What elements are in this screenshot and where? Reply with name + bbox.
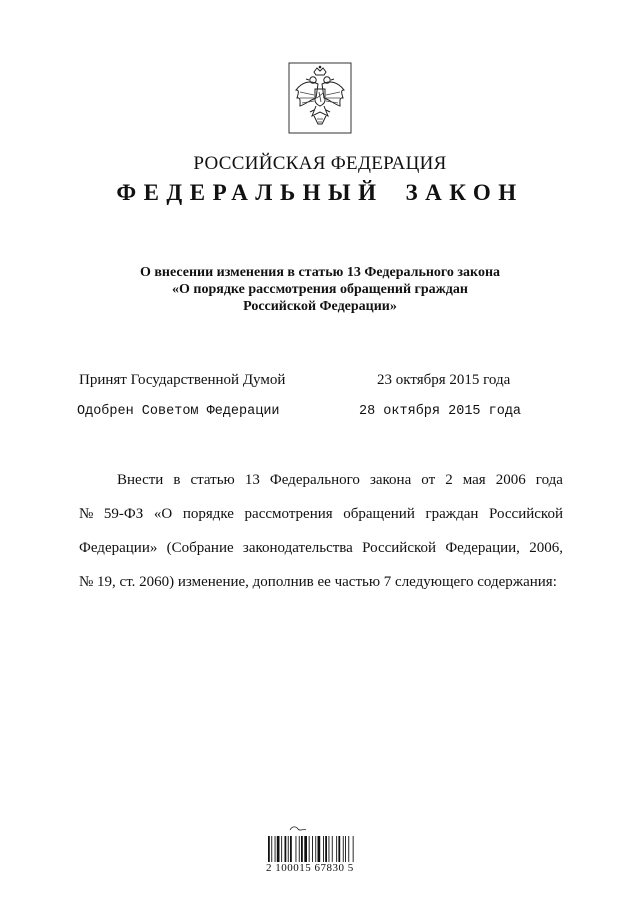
body-word: 2006, [529,540,563,556]
body-word: статью [190,472,235,488]
body-line-2 [79,497,563,531]
body-word: граждан [425,506,479,522]
barcode-bar [296,836,297,862]
body-word: «О [153,506,173,522]
barcode-bar [268,836,270,862]
body-word: от [421,472,436,488]
barcode-bar [271,836,272,862]
body-word: Федерации, [445,540,520,556]
body-line-4: № 19, ст. 2060) изменение, дополнив ее частью 7 следующего содержания: [79,574,557,590]
law-title-line-2: «О порядке рассмотрения обращений граждан [172,282,468,297]
barcode-bar [301,836,303,862]
barcode-bar [343,836,344,862]
document-type-word-1: ФЕДЕРАЛЬНЫЙ [116,180,384,205]
body-word: года [535,472,563,488]
barcode-bar [309,836,310,862]
council-approval-label: Одобрен Советом Федерации [77,404,280,419]
barcode-bar [285,836,287,862]
barcode-bar [348,836,349,862]
barcode-bar [304,836,307,862]
barcode-bar [329,836,330,862]
barcode-bar [315,836,316,862]
body-word: Федерального [269,472,360,488]
body-word: Федерации» [79,540,158,556]
barcode-bar [277,836,280,862]
body-word: в [173,472,181,488]
barcode-bar [345,836,346,862]
law-title-line-1: О внесении изменения в статью 13 Федерального закона [139,265,501,280]
body-word: 2006 [495,472,526,488]
body-word: порядке [182,506,234,522]
body-word: обращений [343,506,415,522]
law-title [0,264,640,315]
body-line-1 [79,463,563,497]
body-word: рассмотрения [244,506,333,522]
barcode-bar [318,836,321,862]
barcode-bar [288,836,289,862]
country-heading: РОССИЙСКАЯ ФЕДЕРАЦИЯ [193,153,447,174]
body-word: Российской [362,540,437,556]
barcode-bar [325,836,327,862]
barcode-bar [338,836,340,862]
document-type-word-2: ЗАКОН [405,180,524,205]
barcode-bar [312,836,313,862]
barcode-bar [290,836,292,862]
body-word: 13 [244,472,260,488]
barcode-bar [299,836,300,862]
body-word: Внести [117,472,164,488]
law-body-text [79,463,563,599]
barcode-bar [336,836,337,862]
barcode-bar [323,836,324,862]
barcode-number: 2 100015 67830 5 [266,862,354,874]
body-word: (Собрание [166,540,234,556]
duma-adoption-date: 23 октября 2015 года [377,372,511,388]
body-line-3 [79,531,563,565]
body-word: закона [369,472,412,488]
barcode-bar [275,836,276,862]
body-word: мая [462,472,486,488]
body-word: 2 [445,472,453,488]
document-type-heading [0,180,640,206]
law-title-line-3: Российской Федерации» [243,299,397,314]
barcode-bar [353,836,354,862]
barcode-bar [332,836,333,862]
barcode-bar [281,836,282,862]
council-approval-date: 28 октября 2015 года [359,404,522,419]
coat-of-arms-icon [288,62,352,134]
body-word: законодательства [242,540,353,556]
body-word: Российской [489,506,563,522]
duma-adoption-label: Принят Государственной Думой [79,372,286,388]
body-word: 59-ФЗ [103,506,144,522]
body-word: № [79,506,94,522]
